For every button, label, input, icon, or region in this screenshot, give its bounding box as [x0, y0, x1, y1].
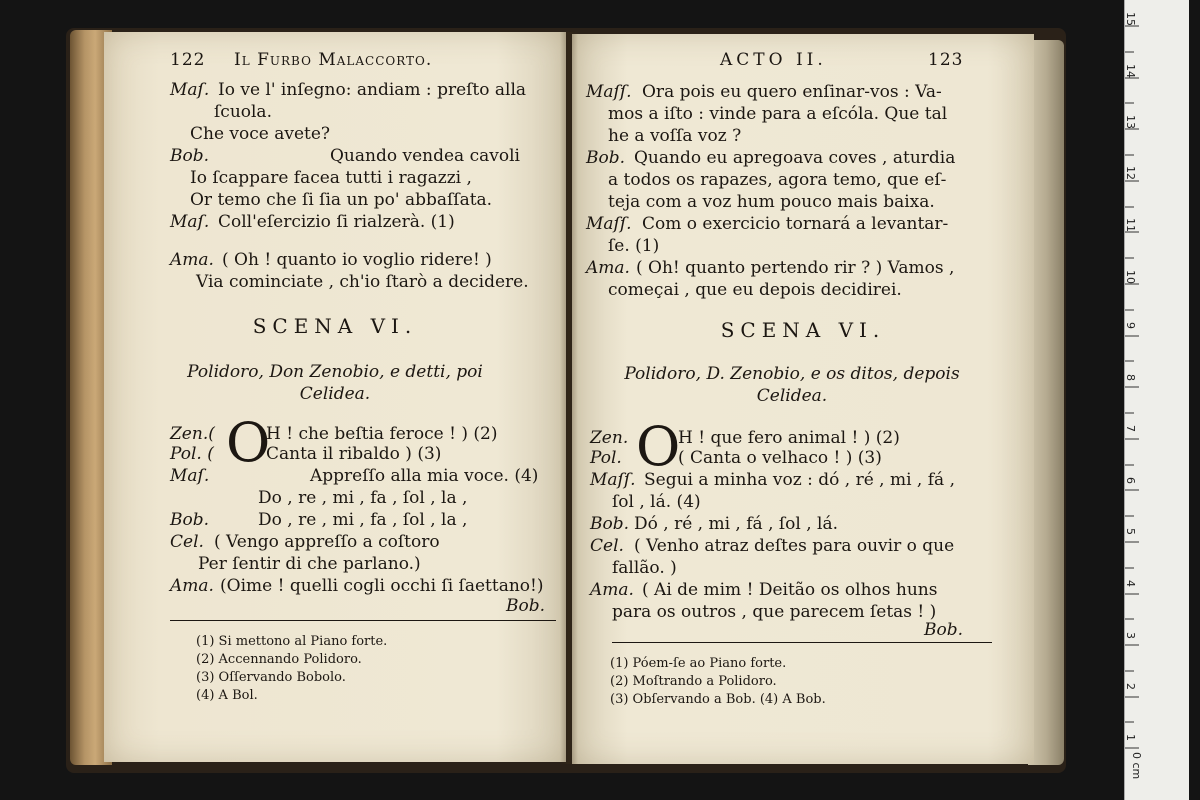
speaker: Maſſ.	[586, 82, 632, 102]
ruler-unit-label: 0 cm	[1130, 752, 1143, 780]
speaker: Zen.	[590, 428, 629, 448]
ruler-number: 11	[1124, 218, 1137, 232]
ruler-number: 9	[1124, 322, 1137, 329]
ruler-number: 4	[1124, 580, 1137, 587]
verse-line: Quando eu apregoava coves , aturdia	[634, 148, 956, 168]
footnote: (1) Póem-ſe ao Piano forte.	[610, 656, 787, 671]
ruler-number: 10	[1124, 270, 1137, 284]
speaker: Zen.(	[170, 424, 215, 444]
verse-line: H ! che beſtia feroce ! ) (2)	[266, 424, 498, 444]
speaker: Maſſ.	[590, 470, 636, 490]
verse-line: he a voſſa voz ?	[608, 126, 742, 146]
drop-cap: O	[636, 415, 681, 478]
verse-line: teja com a voz hum pouco mais baixa.	[608, 192, 935, 212]
verse-line: Per ſentir di che parlano.)	[198, 554, 421, 574]
speaker: Ama.	[170, 576, 214, 596]
verse-line: ( Venho atraz deſtes para ouvir o que	[634, 536, 955, 556]
verse-line: Quando vendea cavoli	[330, 146, 520, 166]
ruler-number: 15	[1124, 12, 1137, 26]
footnote-rule	[612, 642, 992, 643]
verse-line: H ! que fero animal ! ) (2)	[678, 428, 900, 448]
ruler-number: 8	[1124, 374, 1137, 381]
verse-line: Canta il ribaldo ) (3)	[266, 444, 442, 464]
speaker: Cel.	[590, 536, 624, 556]
verse-line: ( Vengo appreſſo a coſtoro	[214, 532, 440, 552]
ruler-ticks	[1125, 0, 1189, 800]
scene-cast: Polidoro, D. Zenobio, e os ditos, depois	[624, 364, 960, 384]
speaker: Bob.	[586, 148, 626, 168]
verse-line: Ora pois eu quero enſinar-vos : Va-	[642, 82, 942, 102]
footnote: (4) A Bol.	[196, 688, 258, 703]
ruler-number: 2	[1124, 683, 1137, 690]
speaker: Bob.	[170, 146, 210, 166]
verse-line: ſol , lá. (4)	[612, 492, 701, 512]
right-page	[572, 34, 1034, 764]
ruler-number: 5	[1124, 528, 1137, 535]
verse-line: para os outros , que parecem ſetas ! )	[612, 602, 937, 622]
verse-line: mos a iſto : vinde para a eſcóla. Que tal	[608, 104, 948, 124]
speaker: Maſ.	[170, 80, 210, 100]
speaker: Maſſ.	[586, 214, 632, 234]
speaker: Ama.	[590, 580, 634, 600]
ruler-number: 3	[1124, 632, 1137, 639]
verse-line: ( Oh! quanto pertendo rir ? ) Vamos ,	[636, 258, 955, 278]
footnote: (1) Si mettono al Piano forte.	[196, 634, 388, 649]
verse-line: começai , que eu depois decidirei.	[608, 280, 902, 300]
scene-cast: Celidea.	[299, 384, 371, 404]
verse-line: (Oime ! quelli cogli occhi ſi ſaettano!)	[220, 576, 544, 596]
running-head: Il Furbo Malaccorto.	[234, 50, 433, 70]
speaker: Ama.	[170, 250, 214, 270]
footnote: (3) Obſervando a Bob. (4) A Bob.	[610, 692, 826, 707]
verse-line: Dó , ré , mi , fá , ſol , lá.	[634, 514, 839, 534]
scene-title: SCENA VI.	[252, 314, 418, 338]
page-number: 123	[928, 50, 964, 70]
ruler-number: 6	[1124, 477, 1137, 484]
catchword: Bob.	[924, 620, 964, 640]
speaker: Pol.	[590, 448, 622, 468]
footnote: (3) Oſſervando Bobolo.	[196, 670, 346, 685]
verse-line: ( Canta o velhaco ! ) (3)	[678, 448, 882, 468]
verse-line: fallão. )	[612, 558, 677, 578]
speaker: Cel.	[170, 532, 204, 552]
speaker: Bob.	[590, 514, 630, 534]
verse-line: Or temo che ſi ſia un po' abbaſſata.	[190, 190, 493, 210]
scene-cast: Polidoro, Don Zenobio, e detti, poi	[187, 362, 483, 382]
verse-line: ſcuola.	[214, 102, 272, 122]
verse-line: ( Oh ! quanto io voglio ridere! )	[222, 250, 492, 270]
ruler-number: 14	[1124, 64, 1137, 78]
catchword: Bob.	[506, 596, 546, 616]
speaker: Maſ.	[170, 466, 210, 486]
footnote: (2) Accennando Polidoro.	[196, 652, 362, 667]
verse-line: ( Ai de mim ! Deitão os olhos huns	[642, 580, 938, 600]
verse-line: a todos os rapazes, agora temo, que eſ-	[608, 170, 947, 190]
book-gutter	[560, 32, 578, 764]
left-page	[104, 32, 566, 762]
scene-cast: Celidea.	[756, 386, 828, 406]
measurement-ruler	[1124, 0, 1189, 800]
verse-line: Via cominciate , ch'io ſtarò a decidere.	[196, 272, 529, 292]
verse-line: ſe. (1)	[608, 236, 660, 256]
speaker: Maſ.	[170, 212, 210, 232]
drop-cap: O	[226, 411, 271, 474]
footnote-rule	[170, 620, 556, 621]
ruler-number: 12	[1124, 166, 1137, 180]
verse-line: Io ſcappare facea tutti i ragazzi ,	[190, 168, 472, 188]
speaker: Pol. (	[170, 444, 214, 464]
verse-line: Che voce avete?	[190, 124, 331, 144]
verse-line: Coll'eſercizio ſi rialzerà. (1)	[218, 212, 455, 232]
verse-line: Appreſſo alla mia voce. (4)	[310, 466, 539, 486]
page-number: 122	[170, 50, 206, 70]
verse-line: Segui a minha voz : dó , ré , mi , fá ,	[644, 470, 955, 490]
speaker: Ama.	[586, 258, 630, 278]
footnote: (2) Moſtrando a Polidoro.	[610, 674, 777, 689]
ruler-number: 13	[1124, 115, 1137, 129]
verse-line: Do , re , mi , fa , ſol , la ,	[258, 488, 468, 508]
scene-title: SCENA VI.	[720, 318, 886, 342]
verse-line: Com o exercicio tornará a levantar-	[642, 214, 949, 234]
ruler-number: 1	[1124, 734, 1137, 741]
speaker: Bob.	[170, 510, 210, 530]
ruler-number: 7	[1124, 425, 1137, 432]
verse-line: Io ve l' inſegno: andiam : preſto alla	[218, 80, 527, 100]
verse-line: Do , re , mi , fa , ſol , la ,	[258, 510, 468, 530]
running-head: ACTO II.	[720, 50, 827, 70]
